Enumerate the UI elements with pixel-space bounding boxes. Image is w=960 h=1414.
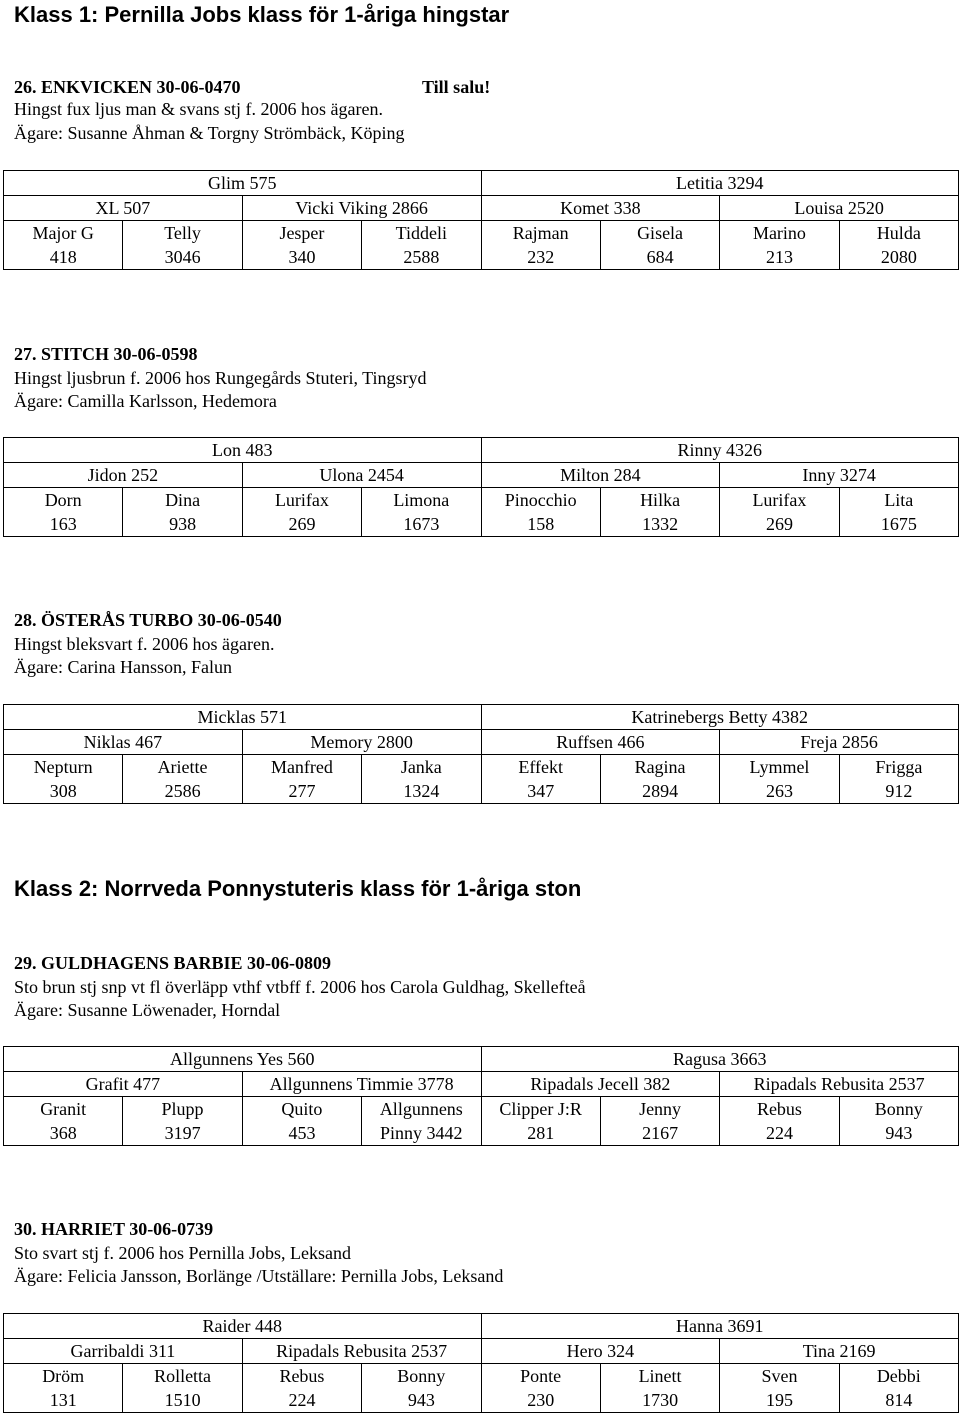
- pedigree-sire: Lon 483: [4, 438, 482, 463]
- entry-28-heading: 28. ÖSTERÅS TURBO 30-06-0540: [14, 610, 282, 630]
- entry-27-heading: 27. STITCH 30-06-0598: [14, 344, 198, 364]
- pedigree-dam: Katrinebergs Betty 4382: [481, 705, 959, 730]
- pedigree-great-grandparent: Limona 1673: [362, 488, 481, 537]
- entry-26-description: Hingst fux ljus man & svans stj f. 2006 hos ägaren.: [14, 99, 383, 119]
- pedigree-great-grandparent: Bonny 943: [839, 1097, 958, 1146]
- pedigree-great-grandparent: Frigga 912: [839, 755, 958, 804]
- pedigree-grandparent: Komet 338: [481, 196, 720, 221]
- entry-30-owner: Ägare: Felicia Jansson, Borlänge /Utställare: Pernilla Jobs, Leksand: [14, 1266, 504, 1286]
- pedigree-grandparent: Ripadals Rebusita 2537: [242, 1339, 481, 1364]
- pedigree-grandparent: Grafit 477: [4, 1072, 243, 1097]
- pedigree-grandparent: Ulona 2454: [242, 463, 481, 488]
- pedigree-grandparent: Ruffsen 466: [481, 730, 720, 755]
- pedigree-great-grandparent: Plupp 3197: [123, 1097, 242, 1146]
- pedigree-great-grandparent: Lita 1675: [839, 488, 958, 537]
- pedigree-great-grandparent: Jesper 340: [242, 221, 361, 270]
- entry-28-owner: Ägare: Carina Hansson, Falun: [14, 657, 232, 677]
- pedigree-grandparent: XL 507: [4, 196, 243, 221]
- entry-27-description: Hingst ljusbrun f. 2006 hos Rungegårds Stuteri, Tingsryd: [14, 368, 427, 388]
- pedigree-grandparent: Memory 2800: [242, 730, 481, 755]
- pedigree-sire: Raider 448: [4, 1314, 482, 1339]
- pedigree-dam: Ragusa 3663: [481, 1047, 959, 1072]
- entry-28-description: Hingst bleksvart f. 2006 hos ägaren.: [14, 634, 275, 654]
- entry-27-pedigree-table: [3, 437, 959, 537]
- entry-29-owner: Ägare: Susanne Löwenader, Horndal: [14, 1000, 281, 1020]
- pedigree-great-grandparent: Rolletta 1510: [123, 1364, 242, 1413]
- pedigree-great-grandparent: Lymmel 263: [720, 755, 839, 804]
- pedigree-grandparent: Louisa 2520: [720, 196, 959, 221]
- pedigree-great-grandparent: Gisela 684: [600, 221, 719, 270]
- pedigree-great-grandparent: Nepturn 308: [4, 755, 123, 804]
- pedigree-great-grandparent: Clipper J:R 281: [481, 1097, 600, 1146]
- pedigree-grandparent: Ripadals Jecell 382: [481, 1072, 720, 1097]
- pedigree-great-grandparent: Allgunnens Pinny 3442: [362, 1097, 481, 1146]
- pedigree-grandparent: Vicki Viking 2866: [242, 196, 481, 221]
- pedigree-great-grandparent: Rebus 224: [720, 1097, 839, 1146]
- class-1-title: Klass 1: Pernilla Jobs klass för 1-åriga hingstar: [14, 2, 510, 27]
- pedigree-great-grandparent: Quito 453: [242, 1097, 361, 1146]
- entry-27-owner: Ägare: Camilla Karlsson, Hedemora: [14, 391, 277, 411]
- pedigree-great-grandparent: Pinocchio 158: [481, 488, 600, 537]
- entry-30-pedigree-table: [3, 1313, 959, 1413]
- entry-26-owner: Ägare: Susanne Åhman & Torgny Strömbäck, Köping: [14, 123, 405, 143]
- pedigree-great-grandparent: Dina 938: [123, 488, 242, 537]
- pedigree-great-grandparent: Lurifax 269: [242, 488, 361, 537]
- pedigree-dam: Rinny 4326: [481, 438, 959, 463]
- pedigree-great-grandparent: Manfred 277: [242, 755, 361, 804]
- entry-30-heading: 30. HARRIET 30-06-0739: [14, 1219, 214, 1239]
- pedigree-great-grandparent: Hulda 2080: [839, 221, 958, 270]
- entry-29-heading: 29. GULDHAGENS BARBIE 30-06-0809: [14, 953, 332, 973]
- pedigree-grandparent: Freja 2856: [720, 730, 959, 755]
- pedigree-great-grandparent: Rajman 232: [481, 221, 600, 270]
- pedigree-grandparent: Allgunnens Timmie 3778: [242, 1072, 481, 1097]
- pedigree-grandparent: Garribaldi 311: [4, 1339, 243, 1364]
- pedigree-great-grandparent: Hilka 1332: [600, 488, 719, 537]
- pedigree-great-grandparent: Major G 418: [4, 221, 123, 270]
- pedigree-great-grandparent: Janka 1324: [362, 755, 481, 804]
- pedigree-grandparent: Tina 2169: [720, 1339, 959, 1364]
- pedigree-great-grandparent: Lurifax 269: [720, 488, 839, 537]
- pedigree-dam: Letitia 3294: [481, 171, 959, 196]
- pedigree-great-grandparent: Dröm 131: [4, 1364, 123, 1413]
- pedigree-great-grandparent: Linett 1730: [600, 1364, 719, 1413]
- entry-29-pedigree-table: [3, 1046, 959, 1146]
- pedigree-great-grandparent: Tiddeli 2588: [362, 221, 481, 270]
- pedigree-great-grandparent: Granit 368: [4, 1097, 123, 1146]
- pedigree-sire: Allgunnens Yes 560: [4, 1047, 482, 1072]
- pedigree-grandparent: Ripadals Rebusita 2537: [720, 1072, 959, 1097]
- pedigree-great-grandparent: Jenny 2167: [600, 1097, 719, 1146]
- pedigree-dam: Hanna 3691: [481, 1314, 959, 1339]
- pedigree-great-grandparent: Bonny 943: [362, 1364, 481, 1413]
- pedigree-grandparent: Jidon 252: [4, 463, 243, 488]
- pedigree-great-grandparent: Rebus 224: [242, 1364, 361, 1413]
- entry-28-pedigree-table: [3, 704, 959, 804]
- pedigree-great-grandparent: Debbi 814: [839, 1364, 958, 1413]
- pedigree-great-grandparent: Ponte 230: [481, 1364, 600, 1413]
- pedigree-great-grandparent: Effekt 347: [481, 755, 600, 804]
- pedigree-great-grandparent: Telly 3046: [123, 221, 242, 270]
- pedigree-sire: Glim 575: [4, 171, 482, 196]
- entry-26-heading: 26. ENKVICKEN 30-06-0470: [14, 77, 241, 97]
- pedigree-great-grandparent: Ragina 2894: [600, 755, 719, 804]
- pedigree-grandparent: Inny 3274: [720, 463, 959, 488]
- class-2-title: Klass 2: Norrveda Ponnystuteris klass för 1-åriga ston: [14, 876, 582, 901]
- pedigree-great-grandparent: Ariette 2586: [123, 755, 242, 804]
- pedigree-great-grandparent: Marino 213: [720, 221, 839, 270]
- pedigree-grandparent: Hero 324: [481, 1339, 720, 1364]
- pedigree-great-grandparent: Sven 195: [720, 1364, 839, 1413]
- entry-30-description: Sto svart stj f. 2006 hos Pernilla Jobs, Leksand: [14, 1243, 351, 1263]
- pedigree-sire: Micklas 571: [4, 705, 482, 730]
- pedigree-grandparent: Niklas 467: [4, 730, 243, 755]
- pedigree-grandparent: Milton 284: [481, 463, 720, 488]
- entry-26-pedigree-table: [3, 170, 959, 270]
- entry-29-description: Sto brun stj snp vt fl överläpp vthf vtbff f. 2006 hos Carola Guldhag, Skellefteå: [14, 977, 586, 997]
- pedigree-great-grandparent: Dorn 163: [4, 488, 123, 537]
- entry-26-note: Till salu!: [422, 77, 491, 97]
